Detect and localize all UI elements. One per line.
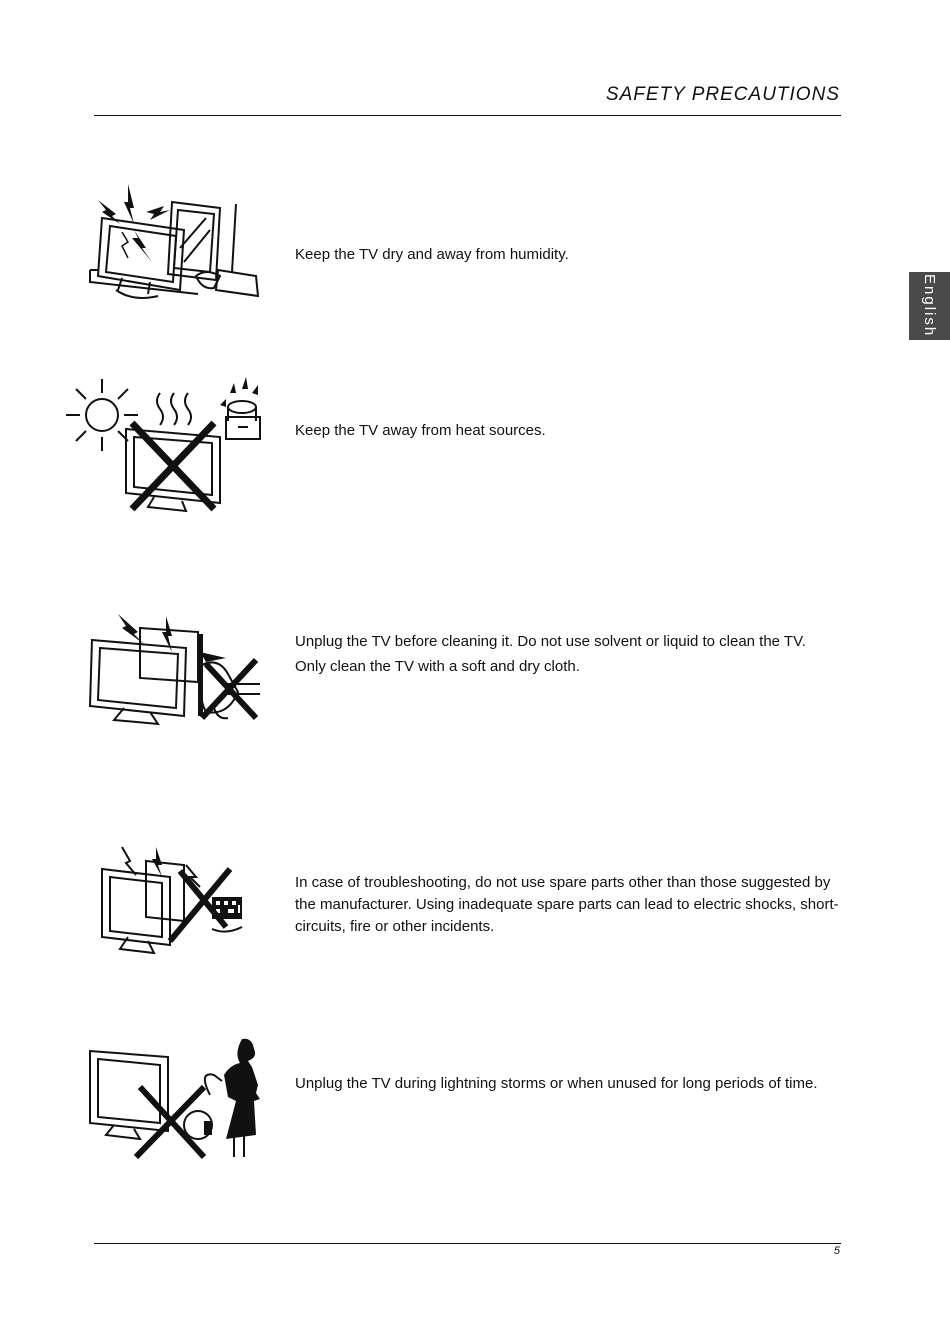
precaution-paragraph: Only clean the TV with a soft and dry cloth. — [295, 658, 580, 675]
page-title: SAFETY PRECAUTIONS — [605, 84, 840, 105]
precaution-paragraph: In case of troubleshooting, do not use spare parts other than those suggested by the manufacturer. Using inadequate spare parts can lead to electric shocks, short-circuits, fire or other incidents. — [295, 874, 839, 935]
tv-humidity-icon — [88, 178, 263, 303]
precaution-paragraph: Unplug the TV before cleaning it. Do not use solvent or liquid to clean the TV. — [295, 633, 806, 650]
page-number: 5 — [833, 1245, 840, 1257]
precaution-text-4 — [295, 872, 845, 938]
footer-rule — [94, 1243, 841, 1244]
tv-cleaning-icon — [88, 612, 268, 727]
precaution-text-2 — [295, 420, 845, 442]
precaution-paragraph: Unplug the TV during lightning storms or when unused for long periods of time. — [295, 1075, 818, 1092]
header-rule — [94, 115, 841, 116]
language-tab — [909, 272, 950, 340]
precaution-text-1 — [295, 244, 845, 266]
precaution-paragraph: Keep the TV away from heat sources. — [295, 422, 546, 439]
precaution-paragraph: Keep the TV dry and away from humidity. — [295, 246, 569, 263]
tv-lightning-icon — [88, 1035, 268, 1160]
language-tab-label: English — [921, 274, 938, 338]
precaution-text-5 — [295, 1073, 845, 1095]
precaution-text-3 — [295, 631, 845, 678]
tv-heat-icon — [62, 375, 272, 515]
tv-spare-parts-icon — [100, 845, 250, 955]
